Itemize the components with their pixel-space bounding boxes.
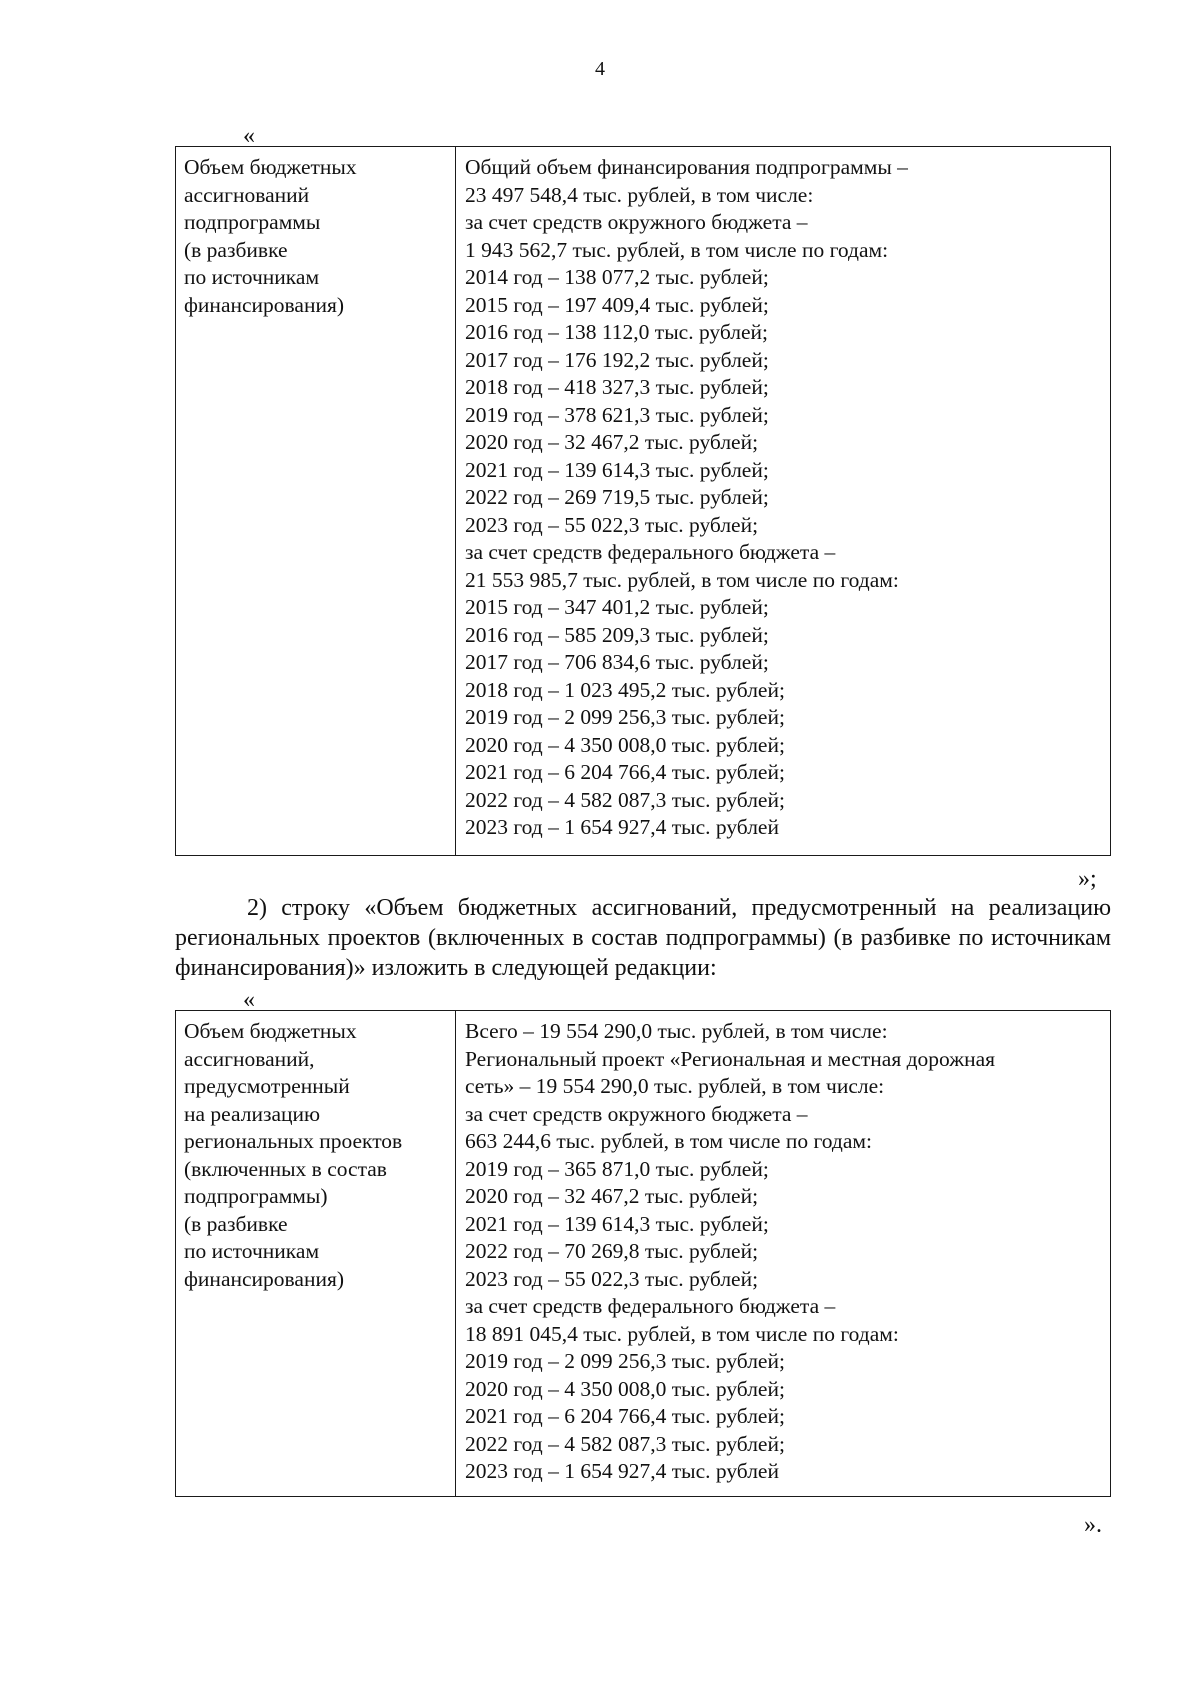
table1-right-line: 2015 год – 347 401,2 тыс. рублей; [465,595,769,619]
amendment-paragraph-text: 2) строку «Объем бюджетных ассигнований, предусмотренный на реализацию региональных проектов (включенных в состав подпрограммы) (в разбивке по источникам финансирования)» изложить в следующей редакции: [175,895,1111,981]
table2-left-line: на реализацию [184,1101,321,1126]
table2-left-line: финансирования) [184,1266,345,1291]
table1-right-line: 2023 год – 55 022,3 тыс. рублей; [465,512,759,537]
table2-right-cell [456,1011,1110,1496]
table2-right-line: 2023 год – 1 654 927,4 тыс. рублей [465,1459,779,1483]
table1-right-line: 2018 год – 1 023 495,2 тыс. рублей; [465,677,785,702]
table1-right-line: 2021 год – 139 614,3 тыс. рублей; [465,457,769,482]
table2-right-line: 2019 год – 2 099 256,3 тыс. рублей; [465,1349,785,1373]
table2-right-line: 2020 год – 32 467,2 тыс. рублей; [465,1184,759,1208]
table1-open-quote: « [243,123,255,149]
table1-right-line: за счет средств окружного бюджета – [465,210,808,234]
table1-left-line: по источникам [184,265,320,289]
table1-left-line: ассигнований [184,182,310,207]
table1-left-line: финансирования) [184,292,345,317]
table1-right-line: 2014 год – 138 077,2 тыс. рублей; [465,265,769,289]
table2-right-line: 663 244,6 тыс. рублей, в том числе по годам: [465,1129,872,1153]
table2-left-line: региональных проектов [184,1129,403,1153]
table2-left-line: подпрограммы) [184,1184,328,1208]
table2-right-line: сеть» – 19 554 290,0 тыс. рублей, в том числе: [465,1074,885,1098]
table1-right-line: 1 943 562,7 тыс. рублей, в том числе по годам: [465,237,889,262]
table2-left-line: Объем бюджетных [184,1019,357,1043]
table1-left-line: (в разбивке [184,237,288,262]
table2-right-line: за счет средств окружного бюджета – [465,1101,808,1126]
table2-left-cell [176,1011,456,1496]
table2-left-line: по источникам [184,1239,320,1263]
table1-right-line: 2021 год – 6 204 766,4 тыс. рублей; [465,760,785,784]
table1-right-line: 23 497 548,4 тыс. рублей, в том числе: [465,182,814,207]
table1-right-line: 2022 год – 4 582 087,3 тыс. рублей; [465,787,785,812]
table2-right-line: Региональный проект «Региональная и местная дорожная [465,1046,996,1071]
table1-right-line: 2017 год – 706 834,6 тыс. рублей; [465,650,769,674]
table1-right-line: 2019 год – 2 099 256,3 тыс. рублей; [465,705,785,729]
table2-left-line: (в разбивке [184,1211,288,1236]
table1-right-line: 21 553 985,7 тыс. рублей, в том числе по годам: [465,567,899,592]
table1-right-line: 2016 год – 138 112,0 тыс. рублей; [465,320,769,344]
table1-right-line: 2023 год – 1 654 927,4 тыс. рублей [465,815,779,839]
table2-left-line: (включенных в состав [184,1156,387,1181]
table2-right-line: 2023 год – 55 022,3 тыс. рублей; [465,1266,759,1291]
table1-right-line: 2018 год – 418 327,3 тыс. рублей; [465,375,769,399]
table1-left-cell [176,147,456,855]
table2-closing-quote: ». [1084,1512,1102,1538]
table2-left-line: предусмотренный [184,1074,350,1098]
table2-open-quote: « [243,987,255,1013]
budget-table-2 [175,1010,1111,1497]
table2-right-line: 2021 год – 139 614,3 тыс. рублей; [465,1211,769,1236]
table1-left-line: подпрограммы [184,210,321,234]
table2-right-line: 18 891 045,4 тыс. рублей, в том числе по годам: [465,1321,899,1346]
table1-left-line: Объем бюджетных [184,155,357,179]
table1-right-line: 2016 год – 585 209,3 тыс. рублей; [465,622,769,647]
table2-right-line: за счет средств федерального бюджета – [465,1294,836,1318]
table1-closing-quote: »; [1078,866,1097,892]
table1-right-line: Общий объем финансирования подпрограммы – [465,155,908,179]
table1-right-line: 2020 год – 4 350 008,0 тыс. рублей; [465,732,785,757]
table2-right-line: 2019 год – 365 871,0 тыс. рублей; [465,1156,769,1181]
table1-right-line: 2022 год – 269 719,5 тыс. рублей; [465,485,769,509]
table1-right-line: 2015 год – 197 409,4 тыс. рублей; [465,292,769,317]
table2-right-line: Всего – 19 554 290,0 тыс. рублей, в том числе: [465,1019,888,1043]
page-number: 4 [595,58,605,80]
table1-right-line: за счет средств федерального бюджета – [465,540,836,564]
amendment-paragraph [175,893,1111,983]
table1-right-line: 2019 год – 378 621,3 тыс. рублей; [465,402,769,427]
table1-right-line: 2017 год – 176 192,2 тыс. рублей; [465,347,769,372]
table1-right-cell [456,147,1110,855]
table2-left-line: ассигнований, [184,1046,315,1071]
budget-table-1 [175,146,1111,856]
table2-right-line: 2021 год – 6 204 766,4 тыс. рублей; [465,1404,785,1428]
table2-right-line: 2022 год – 70 269,8 тыс. рублей; [465,1239,759,1263]
table2-right-line: 2022 год – 4 582 087,3 тыс. рублей; [465,1431,785,1456]
table1-right-line: 2020 год – 32 467,2 тыс. рублей; [465,430,759,454]
table2-right-line: 2020 год – 4 350 008,0 тыс. рублей; [465,1376,785,1401]
